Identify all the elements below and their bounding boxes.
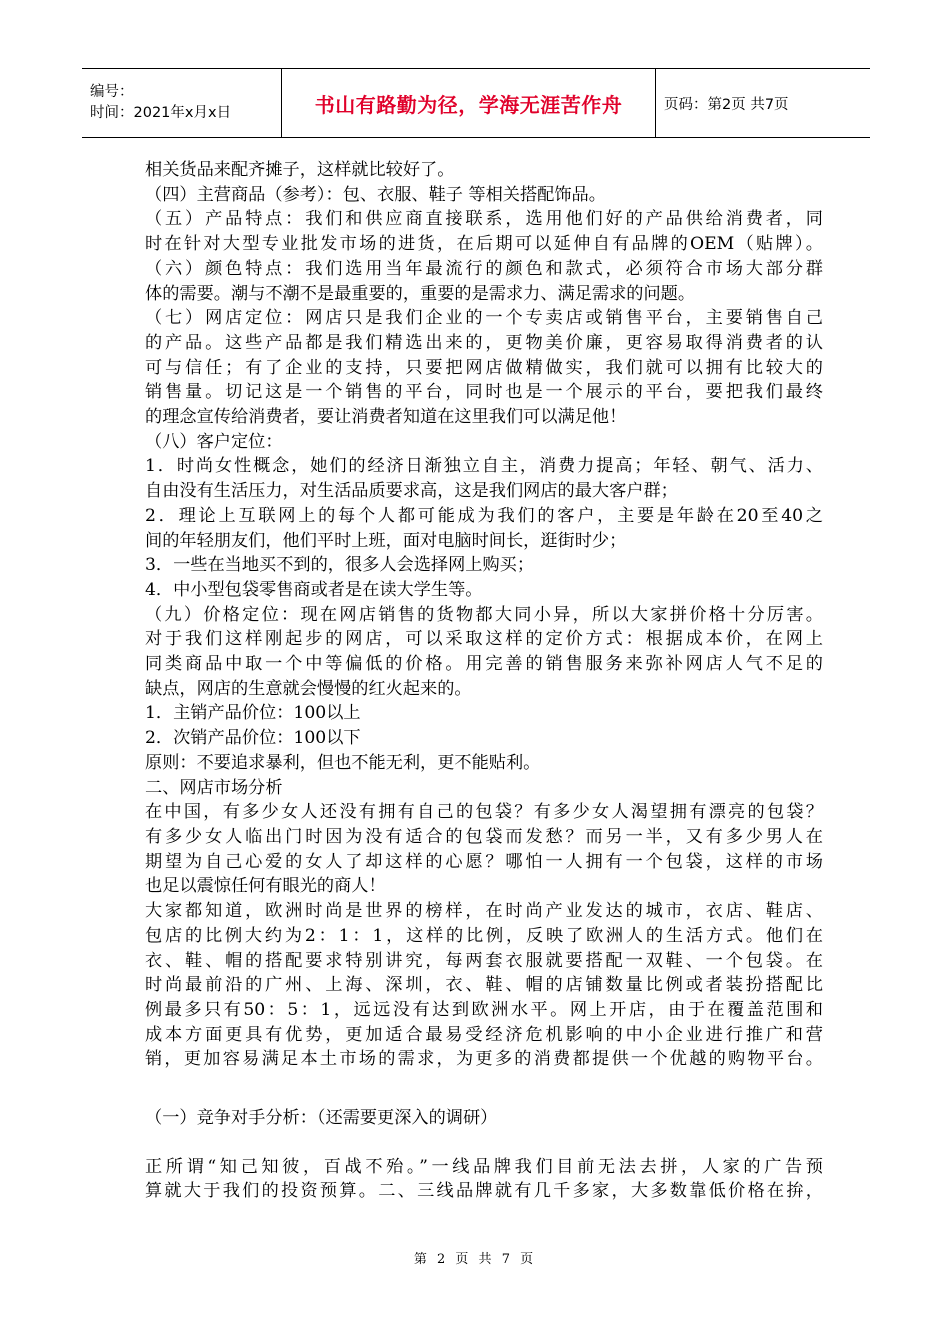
body-line: 2．理论上互联网上的每个人都可能成为我们的客户，主要是年龄在20至40之 — [145, 505, 823, 526]
subsection-heading: （一）竞争对手分析：（还需要更深入的调研） — [145, 1108, 498, 1129]
body-line: 自由没有生活压力，对生活品质要求高，这是我们网店的最大客户群； — [145, 481, 678, 502]
document-header — [82, 68, 870, 138]
body-line: 3．一些在当地买不到的，很多人会选择网上购买； — [145, 555, 535, 576]
body-line: 有多少女人临出门时因为没有适合的包袋而发愁？而另一半，又有多少男人在 — [145, 826, 823, 847]
paragraph-gap — [145, 1131, 823, 1155]
body-line: 可与信任；有了企业的支持，只要把网店做精做实，我们就可以拥有比较大的 — [145, 357, 823, 378]
body-line: 成本方面更具有优势，更加适合最易受经济危机影响的中小企业进行推广和营 — [145, 1024, 823, 1045]
document-body — [145, 158, 823, 1204]
header-page-label: 页码：第2页 共7页 — [664, 96, 789, 113]
header-motto-cell — [282, 69, 656, 137]
header-motto: 书山有路勤为径，学海无涯苦作舟 — [314, 92, 623, 117]
body-line: （六）颜色特点：我们选用当年最流行的颜色和款式，必须符合市场大部分群 — [145, 258, 823, 279]
body-line: 4．中小型包袋零售商或者是在读大学生等。 — [145, 579, 483, 600]
document-number-label: 编号： — [90, 84, 134, 100]
page-footer: 第 2 页 共 7 页 — [413, 1252, 537, 1267]
body-line: 销，更加容易满足本土市场的需求，为更多的消费都提供一个优越的购物平台。 — [145, 1049, 823, 1070]
body-line: 原则：不要追求暴利，但也不能无利，更不能贴利。 — [145, 752, 541, 773]
body-line: 大家都知道，欧洲时尚是世界的榜样，在时尚产业发达的城市，衣店、鞋店、 — [145, 901, 823, 922]
body-line: 相关货品来配齐摊子，这样就比较好了。 — [145, 160, 455, 180]
body-line: 间的年轻朋友们，他们平时上班，面对电脑时间长，逛街时少； — [145, 530, 627, 551]
body-line: （七）网店定位：网店只是我们企业的一个专卖店或销售平台，主要销售自己 — [145, 308, 823, 329]
body-line: 的产品。这些产品都是我们精选出来的，更物美价廉，更容易取得消费者的认 — [145, 332, 823, 353]
header-page-cell — [656, 69, 870, 137]
body-line: 缺点，网店的生意就会慢慢的红火起来的。 — [145, 678, 472, 699]
body-line: 同类商品中取一个中等偏低的价格。用完善的销售服务来弥补网店人气不足的 — [145, 654, 823, 675]
body-line: 时尚最前沿的广州、上海、深圳，衣、鞋、帽的店铺数量比例或者装扮搭配比 — [145, 975, 823, 996]
body-line: 在中国，有多少女人还没有拥有自己的包袋？有多少女人渴望拥有漂亮的包袋？ — [145, 802, 823, 823]
section-heading: 二、网店市场分析 — [145, 777, 283, 798]
body-line: 销售量。切记这是一个销售的平台，同时也是一个展示的平台，要把我们最终 — [145, 382, 823, 403]
body-line: 1．主销产品价位：100以上 — [145, 703, 361, 724]
paragraph-gap — [145, 1072, 823, 1106]
body-line: 体的需要。潮与不潮不是最重要的，重要的是需求力、满足需求的问题。 — [145, 283, 696, 304]
body-line: 的理念宣传给消费者，要让消费者知道在这里我们可以满足他！ — [145, 407, 627, 428]
body-line: 2．次销产品价位：100以下 — [145, 728, 361, 749]
body-line: 1．时尚女性概念，她们的经济日渐独立自主，消费力提高；年轻、朝气、活力、 — [145, 456, 823, 477]
body-line: （八）客户定位： — [145, 431, 283, 452]
body-line: 包店的比例大约为2：1：1，这样的比例，反映了欧洲人的生活方式。他们在 — [145, 925, 823, 946]
body-line: （四）主营商品（参考）：包、衣服、鞋子 等相关搭配饰品。 — [145, 184, 606, 205]
body-line: 正所谓“知己知彼，百战不殆。”一线品牌我们目前无法去拼，人家的广告预 — [145, 1156, 823, 1177]
header-meta — [82, 69, 282, 137]
body-line: 对于我们这样刚起步的网店，可以采取这样的定价方式：根据成本价，在网上 — [145, 629, 823, 650]
document-date-label: 时间：2021年x月x日 — [90, 105, 232, 121]
body-line: 衣、鞋、帽的搭配要求特别讲究，每两套衣服就要搭配一双鞋、一个包袋。在 — [145, 950, 823, 971]
body-line: （五）产品特点：我们和供应商直接联系，选用他们好的产品供给消费者，同 — [145, 209, 823, 230]
body-line: 期望为自己心爱的女人了却这样的心愿？哪怕一人拥有一个包袋，这样的市场 — [145, 851, 823, 872]
body-line: 例最多只有50：5：1，远远没有达到欧洲水平。网上开店，由于在覆盖范围和 — [145, 999, 823, 1020]
body-line: （九）价格定位：现在网店销售的货物都大同小异，所以大家拼价格十分厉害。 — [145, 604, 823, 625]
body-line: 时在针对大型专业批发市场的进货，在后期可以延伸自有品牌的OEM（贴牌）。 — [145, 234, 823, 255]
body-line: 算就大于我们的投资预算。二、三线品牌就有几千多家，大多数靠低价格在拚， — [145, 1181, 823, 1202]
body-line: 也足以震惊任何有眼光的商人！ — [145, 876, 386, 897]
